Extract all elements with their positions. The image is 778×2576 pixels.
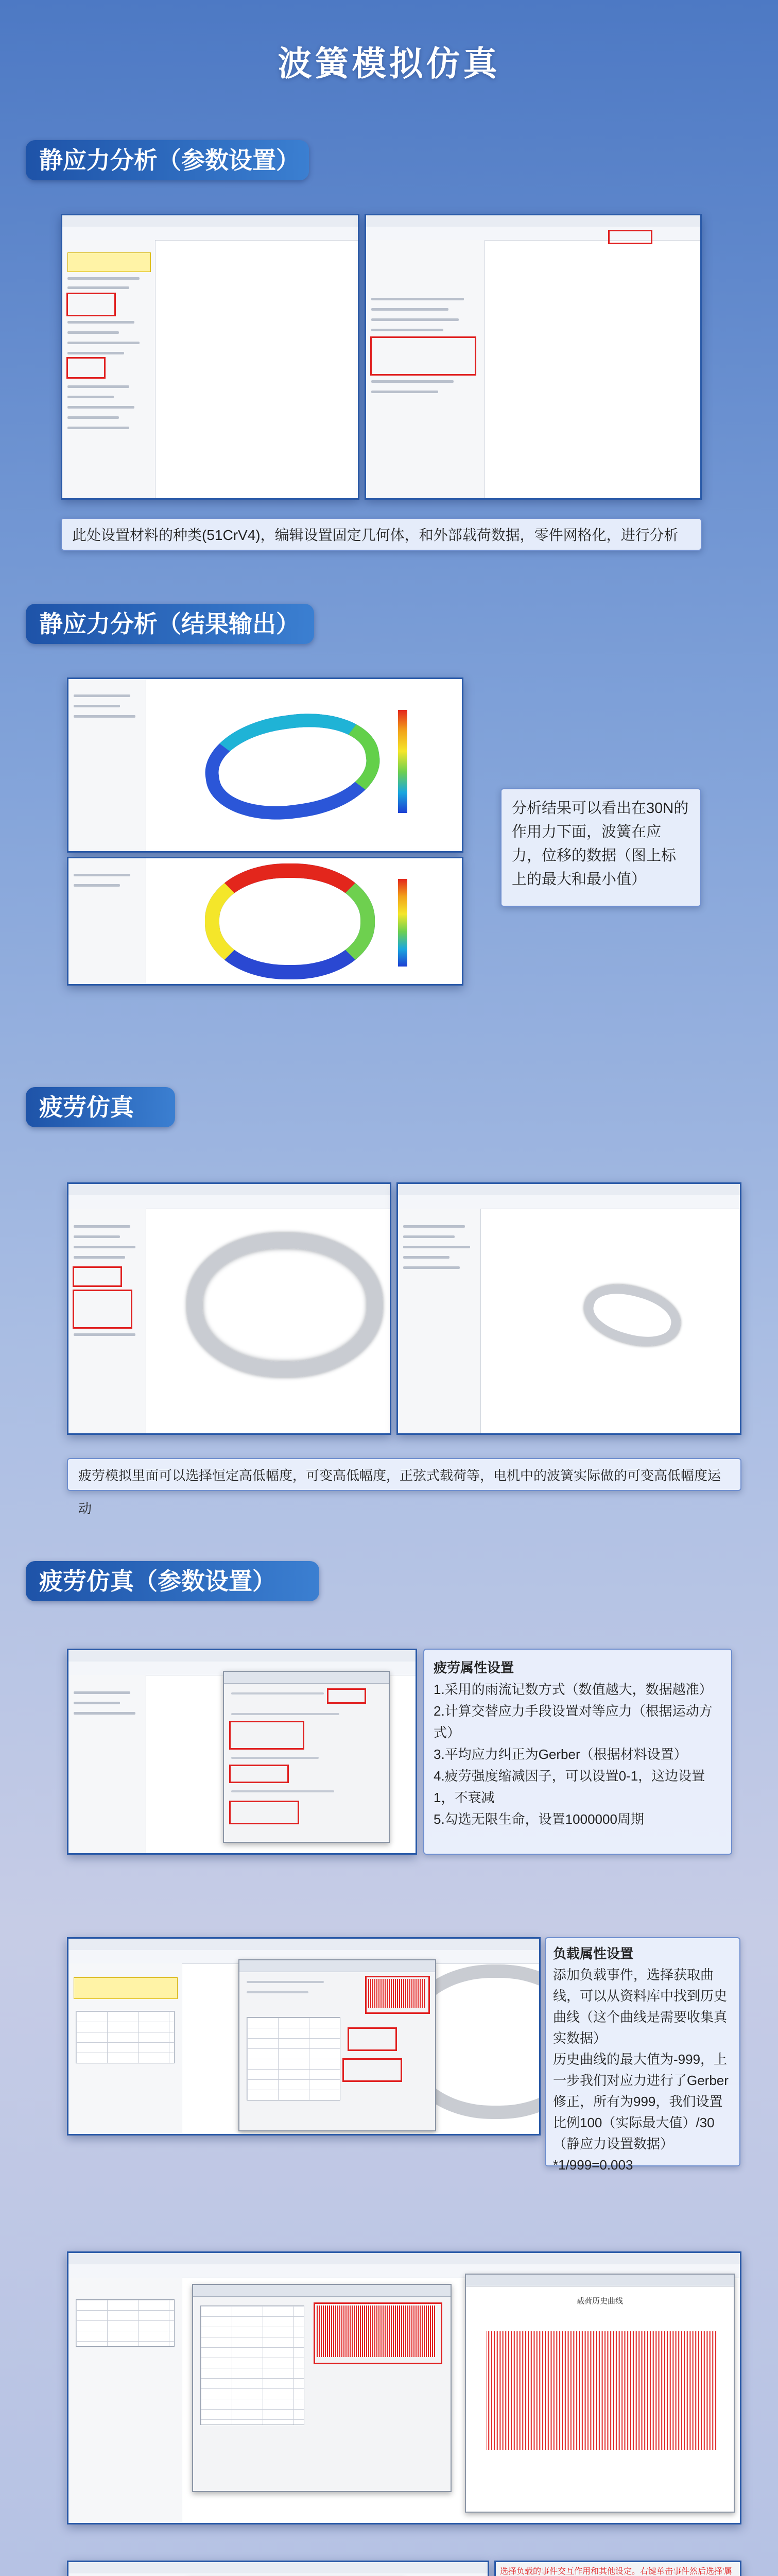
screenshot-fatigue-setup	[67, 1182, 391, 1435]
section-header-fatigue-params: 疲劳仿真（参数设置）	[26, 1561, 319, 1601]
fatigue-prop-line-1: 1.采用的雨流记数方式（数值越大，数据越准）	[434, 1682, 713, 1697]
load-history-chart-title: 载荷历史曲线	[576, 2297, 623, 2306]
notes-load-properties	[545, 1937, 740, 2173]
screenshot-fixture-load	[365, 214, 702, 500]
screenshot-sn-curve	[67, 2561, 489, 2576]
screenshot-displacement-result	[67, 857, 463, 986]
page-title: 波簧模拟仿真	[278, 44, 500, 82]
section-header-static-results: 静应力分析（结果输出）	[26, 604, 314, 644]
screenshot-stress-result	[67, 677, 463, 853]
screenshot-fatigue-study	[396, 1182, 741, 1435]
notes-load-properties-heading: 负载属性设置	[553, 1946, 634, 1961]
notes-fatigue-properties	[423, 1649, 732, 1855]
fatigue-prop-line-5: 5.勾选无限生命，设置1000000周期	[434, 1811, 644, 1827]
section-header-static-params: 静应力分析（参数设置）	[26, 140, 309, 180]
load-prop-line-2: 历史曲线的最大值为-999，上一步我们对应力进行了Gerber修正，所有为999，我们设置比例100（实际最大值）/30（静应力设置数据）*1/999=0.003	[553, 2052, 729, 2173]
notes-fatigue-properties-heading: 疲劳属性设置	[434, 1660, 514, 1675]
screenshot-event-dialog	[494, 2561, 741, 2576]
screenshot-material-setup	[61, 214, 359, 500]
fatigue-prop-line-2: 2.计算交替应力手段设置对等应力（根据运动方式）	[434, 1703, 713, 1740]
fatigue-prop-line-3: 3.平均应力纠正为Gerber（根据材料设置）	[434, 1747, 687, 1762]
caption-static-results: 分析结果可以看出在30N的作用力下面，波簧在应力，位移的数据（图上标上的最大和最小值）	[500, 788, 701, 907]
caption-material-setup: 此处设置材料的种类(51CrV4)，编辑设置固定几何体，和外部载荷数据，零件网格化，进行分析	[61, 518, 702, 551]
screenshot-load-event	[67, 1937, 541, 2136]
section-header-fatigue: 疲劳仿真	[26, 1087, 175, 1127]
screenshot-fatigue-properties	[67, 1649, 417, 1855]
event-dialog-red-note: 选择负载的事件交互作用和其他设定。右键单击事件然后选择'属	[500, 2567, 733, 2576]
screenshot-load-history	[67, 2251, 741, 2524]
load-prop-line-1: 添加负载事件，选择获取曲线，可以从资料库中找到历史曲线（这个曲线是需要收集真实数据）	[553, 1967, 728, 2046]
caption-fatigue-load-types: 疲劳模拟里面可以选择恒定高低幅度，可变高低幅度，正弦式载荷等，电机中的波簧实际做的可变高低幅度运动	[67, 1458, 741, 1491]
fatigue-prop-line-4: 4.疲劳强度缩减因子，可以设置0-1，这边设置1，不衰减	[434, 1768, 705, 1805]
